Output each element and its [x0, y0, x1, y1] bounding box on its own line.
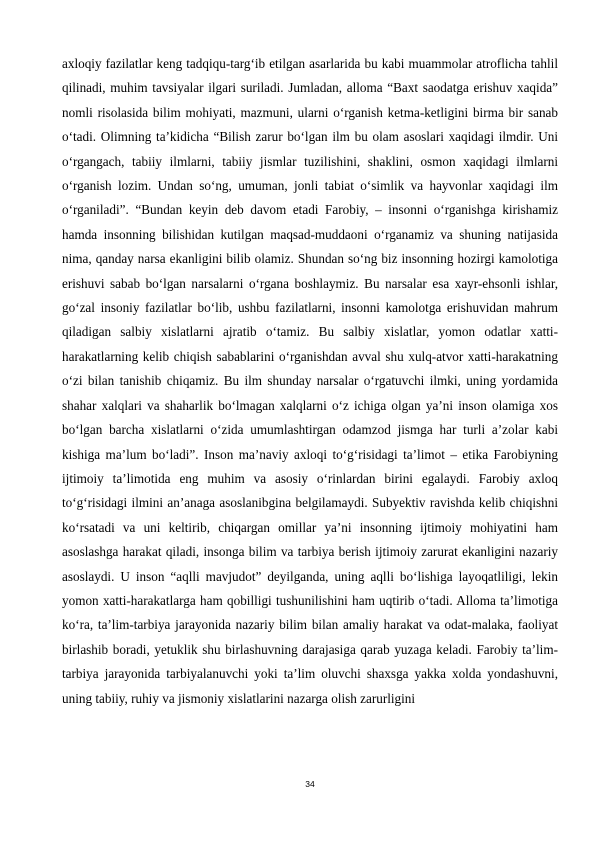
document-page: [62, 52, 558, 789]
page-number: 34: [305, 779, 315, 789]
body-paragraph: axloqiy fazilatlar keng tadqiqu-targ‘ib etilgan asarlarida bu kabi muammolar atroflicha tahlil qilinadi, muhim tavsiyalar ilgari suriladi. Jumladan, alloma “Baxt saodatga erishuv xaqida” nomli risolasida bilim mohiyati, mazmuni, ularni o‘rganish ketma-ketligini birma bir sanab o‘tadi. Olimning ta’kidicha “Bilish zarur bo‘lgan ilm bu olam asoslari xaqidagi ilmdir. Uni o‘rgangach, tabiiy ilmlarni, tabiiy jismlar tuzilishini, shaklini, osmon xaqidagi ilmlarni o‘rganish lozim. Undan so‘ng, umuman, jonli tabiat o‘simlik va hayvonlar xaqidagi ilm o‘rganiladi”. “Bundan keyin deb davom etadi Farobiy, – insonni o‘rganishga kirishamiz hamda insonning bilishidan kutilgan maqsad-muddaoni o‘rganamiz va shuning natijasida nima, qanday narsa ekanligini bilib olamiz. Shundan so‘ng biz insonning hozirgi kamolotiga erishuvi sabab bo‘lgan narsalarni o‘rgana boshlaymiz. Bu narsalar esa xayr-ehsonli ishlar, go‘zal insoniy fazilatlar bo‘lib, ushbu fazilatlarni, insonni kamolotga erishuvidan mahrum qiladigan salbiy xislatlarni ajratib o‘tamiz. Bu salbiy xislatlar, yomon odatlar xatti-harakatlarning kelib chiqish sabablarini o‘rganishdan avval shu xulq-atvor xatti-harakatning o‘zi bilan tanishib chiqamiz. Bu ilm shunday narsalar o‘rgatuvchi ilmki, uning yordamida shahar xalqlari va shaharlik bo‘lmagan xalqlarni o‘z ichiga olgan ya’ni inson olamiga xos bo‘lgan barcha xislatlarni o‘zida umumlashtirgan odamzod jismga har turli a’zolar kabi kishiga ma’lum bo‘ladi”. Inson ma’naviy axloqi to‘g‘risidagi ta’limot – etika Farobiyning ijtimoiy ta’limotida eng muhim va asosiy o‘rinlardan birini egalaydi. Farobiy axloq to‘g‘risidagi ilmini an’anaga asoslanibgina belgilamaydi. Subyektiv ravishda kelib chiqishni ko‘rsatadi va uni keltirib, chiqargan omillar ya’ni insonning ijtimoiy mohiyatini ham asoslashga harakat qiladi, insonga bilim va tarbiya berish ijtimoiy zarurat ekanligini nazariy asoslaydi. U inson “aqlli mavjudot” deyilganda, uning aqlli bo‘lishiga layoqatliligi, lekin yomon xatti-harakatlarga ham qobilligi tushunilishini ham uqtirib o‘tadi. Alloma ta’limotiga ko‘ra, ta’lim-tarbiya jarayonida nazariy bilim bilan amaliy harakat va odat-malaka, faoliyat birlashib boradi, yetuklik shu birlashuvning darajasiga qarab yuzaga keladi. Farobiy ta’lim-tarbiya jarayonida tarbiyalanuvchi yoki ta’lim oluvchi shaxsga yakka xolda yondashuvni, uning tabiiy, ruhiy va jismoniy xislatlarini nazarga olish zarurligini: [62, 56, 558, 706]
